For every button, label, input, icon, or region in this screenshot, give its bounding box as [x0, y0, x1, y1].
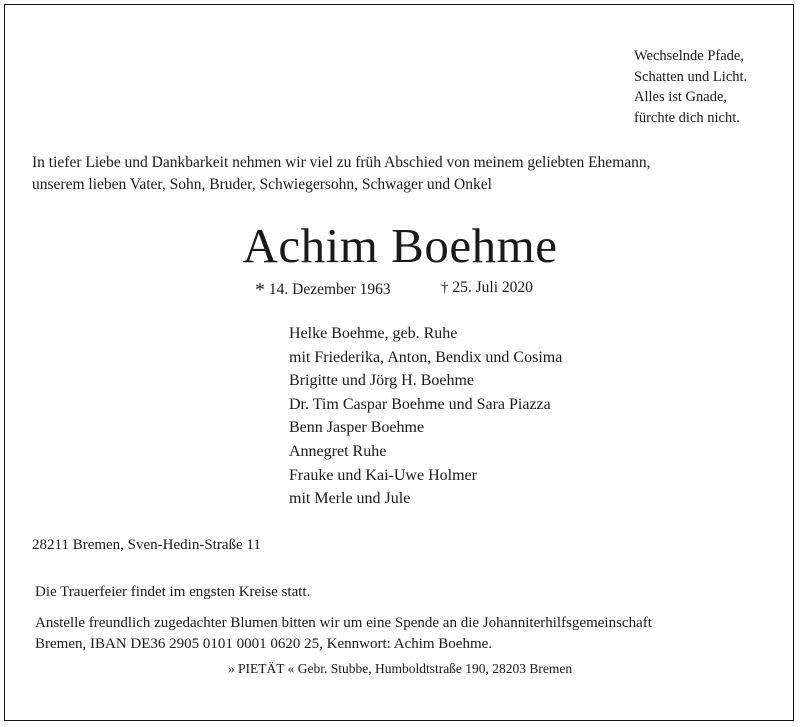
family-address: 28211 Bremen, Sven-Hedin-Straße 11 — [32, 537, 261, 553]
donation-line: Anstelle freundlich zugedachter Blumen bitten wir um eine Spende an die Johanniterhilfsgemeinschaft — [35, 615, 652, 631]
mourner-line: Brigitte und Jörg H. Boehme — [289, 372, 475, 390]
intro-line: unserem lieben Vater, Sohn, Bruder, Schwiegersohn, Schwager und Onkel — [32, 176, 492, 193]
mourner-line: Frauke und Kai-Uwe Holmer — [289, 466, 477, 484]
death-date-line — [441, 278, 533, 298]
birth-star-icon: * — [255, 279, 265, 301]
intro-text — [32, 152, 782, 196]
intro-line: In tiefer Liebe und Dankbarkeit nehmen wir viel zu früh Abschied von meinem geliebten Ehemann, — [32, 154, 651, 171]
poem-line: Wechselnde Pfade, — [634, 48, 744, 64]
mourner-line: Annegret Ruhe — [289, 442, 387, 460]
mourners-list — [289, 322, 562, 511]
death-date: 25. Juli 2020 — [452, 279, 533, 296]
mourner-line: Dr. Tim Caspar Boehme und Sara Piazza — [289, 395, 551, 413]
poem — [634, 46, 747, 128]
mourner-line: mit Merle und Jule — [289, 490, 411, 508]
undertaker-info: » PIETÄT « Gebr. Stubbe, Humboldtstraße 190, 28203 Bremen — [227, 661, 573, 676]
poem-line: Alles ist Gnade, — [634, 89, 728, 105]
funeral-notice: Die Trauerfeier findet im engsten Kreise statt. — [35, 584, 311, 600]
donation-line: Bremen, IBAN DE36 2905 0101 0001 0620 25, Kennwort: Achim Boehme. — [35, 636, 493, 652]
birth-date: 14. Dezember 1963 — [268, 281, 391, 298]
mourner-line: Helke Boehme, geb. Ruhe — [289, 325, 458, 342]
death-cross-icon: † — [441, 280, 449, 296]
mourner-line: Benn Jasper Boehme — [289, 419, 425, 437]
donation-request — [35, 613, 795, 655]
mourner-line: mit Friederika, Anton, Bendix und Cosima — [289, 348, 563, 366]
poem-line: Schatten und Licht. — [634, 68, 748, 85]
poem-line: fürchte dich nicht. — [634, 109, 740, 126]
birth-date-line — [255, 278, 391, 300]
deceased-name: Achim Boehme — [242, 218, 558, 273]
